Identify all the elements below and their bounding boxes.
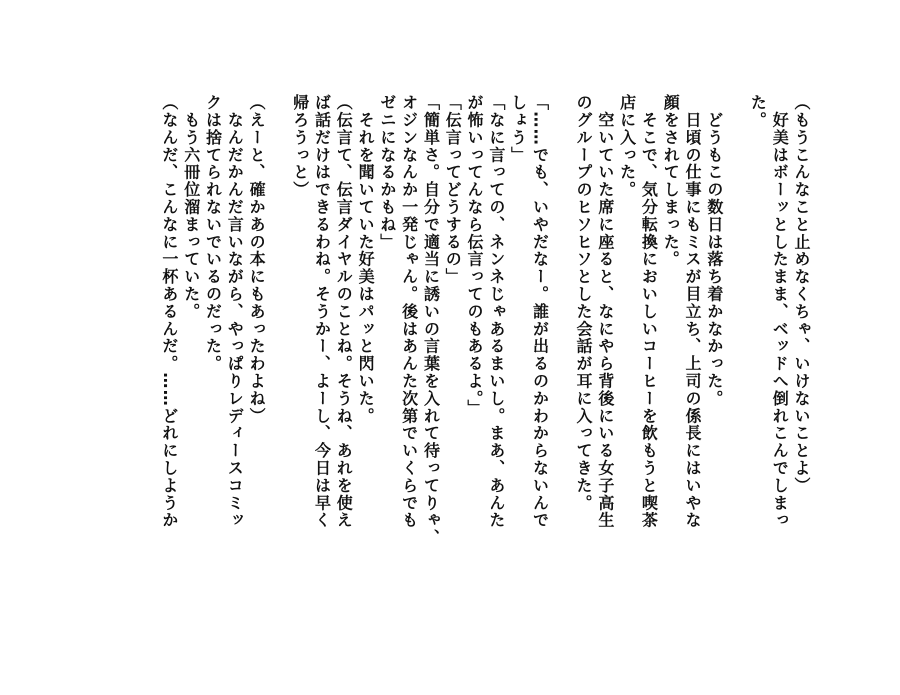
text-column: 好美はボーッとしたまま、ベッドへ倒れこんでしまっ (770, 94, 790, 529)
text-column: のグループのヒソヒソとした会話が耳に入ってきた。 (574, 94, 594, 512)
text-column: 「なに言っての、ネンネじゃあるまいし。まあ、あんた (486, 94, 506, 529)
text-column: それを聞いていた好美はパッと閃いた。 (356, 94, 376, 425)
text-column: 「……でも、いやだなー。誰が出るのかわからないんで (530, 94, 550, 529)
text-column: もう六冊位溜まっていた。 (181, 94, 201, 321)
text-column: が怖いってんなら伝言ってのもあるよ。」 (465, 94, 485, 417)
text-column: 「伝言ってどうするの」 (443, 94, 463, 286)
text-column: 帰ろうっと） (290, 94, 310, 199)
blank-line (725, 94, 747, 614)
text-column: た。 (748, 94, 768, 129)
text-column: どうもこの数日は落ち着かなかった。 (704, 94, 724, 408)
text-column: クは捨てられないでいるのだった。 (203, 94, 223, 373)
text-column: なんだかんだ言いながら、やっぱりレディースコミッ (225, 94, 245, 529)
text-column: 店に入った。 (617, 94, 637, 199)
text-column: そこで、気分転換においしいコーヒーを飲もうと喫茶 (639, 94, 659, 529)
text-column: オジンなんか一発じゃん。後はあんた次第でいくらでも (399, 94, 419, 529)
text-column: 「簡単さ。自分で適当に誘いの言葉を入れて待ってりゃ、 (421, 94, 441, 547)
text-column: 空いていた席に座ると、なにやら背後にいる女子高生 (595, 94, 615, 529)
text-column: （なんだ、こんなに一杯あるんだ。……どれにしようか (159, 94, 179, 529)
blank-line (550, 94, 572, 614)
text-column: ば話だけはできるわね。そうかー、よーし、今日は早く (312, 94, 332, 529)
text-column: 日頃の仕事にもミスが目立ち、上司の係長にはいやな (683, 94, 703, 529)
text-column: （えーと、確かあの本にもあったわよね） (247, 94, 267, 425)
text-column: （伝言て、伝言ダイヤルのことね。そうね、あれを使え (334, 94, 354, 529)
text-column: 顔をされてしまった。 (661, 94, 681, 268)
text-column: しょう」 (508, 94, 528, 164)
text-column: （もうこんなこと止めなくちゃ、いけないことよ） (792, 94, 811, 495)
text-column: ゼニになるかもね」 (377, 94, 397, 251)
blank-line (267, 94, 289, 614)
novel-text-vertical (158, 94, 812, 614)
